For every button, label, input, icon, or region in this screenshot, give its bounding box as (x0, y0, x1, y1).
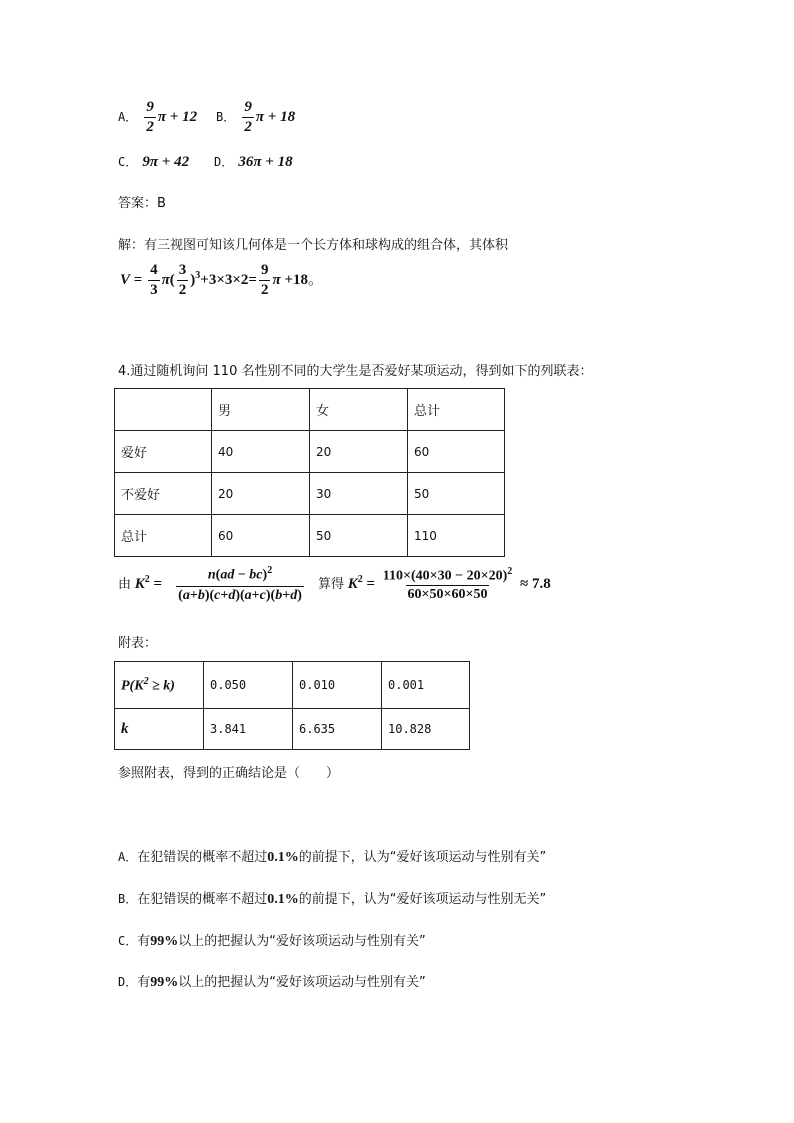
table-row (115, 473, 505, 515)
table-cell (115, 389, 212, 431)
table-row (115, 431, 505, 473)
formula-prefix: 由 (118, 576, 132, 592)
table-cell: 40 (212, 431, 310, 473)
table-header-male: 男 (212, 389, 310, 431)
option-c-expression: 9π + 42 (142, 154, 190, 170)
option-d-expression: 36π + 18 (238, 154, 293, 170)
option-text: 在犯错误的概率不超过 (137, 850, 268, 865)
option-letter: A． (118, 850, 138, 864)
option-value: 0.1% (267, 892, 299, 907)
option-a-expression: $\frac{9}{2}$ π + 12 (146, 99, 198, 135)
table-row (115, 709, 470, 750)
row-label: 爱好 (115, 431, 212, 473)
option-letter: B． (118, 892, 138, 906)
answer-option-b (118, 888, 546, 908)
table-cell: 3.841 (204, 709, 293, 750)
option-b-letter: B． (216, 109, 236, 124)
question-4-stem: 4.通过随机询问 110 名性别不同的大学生是否爱好某项运动，得到如下的列联表： (118, 364, 593, 379)
k-squared-formula: 由 $K^2$ = $\frac{n(ad - bc)^2}{(a+b)(c+d)(a+c)(b+d)}$ 算得 $K^2$ = $\frac{110\times(40\times 30 - 20\times 20)^2}{60\times 50\times 60\times 50}$ ≈ 7.8 (118, 565, 551, 603)
row-label: 总计 (115, 515, 212, 557)
attached-table-label: 附表： (118, 636, 158, 651)
option-b-expression: $\frac{9}{2}$ π + 18 (244, 99, 296, 135)
option-text: 有 (137, 934, 151, 949)
option-a-letter: A． (118, 109, 138, 124)
option-text: 以上的把握认为“爱好该项运动与性别有关” (178, 975, 426, 990)
option-text: 在犯错误的概率不超过 (137, 892, 268, 907)
formula-mid: 算得 (317, 576, 344, 592)
row-label: 不爱好 (115, 473, 212, 515)
critical-value-table (114, 661, 470, 750)
table-cell: 6.635 (293, 709, 382, 750)
table-cell: 20 (212, 473, 310, 515)
option-c-row (118, 151, 189, 171)
option-letter: C． (118, 934, 138, 948)
option-letter: D． (118, 975, 138, 989)
option-text: 有 (137, 975, 151, 990)
option-b-row (216, 100, 295, 135)
answer-line: 答案：B (118, 196, 166, 211)
table-cell: 60 (212, 515, 310, 557)
table-row (115, 662, 470, 709)
table-cell: 30 (310, 473, 408, 515)
table-header-total: 总计 (408, 389, 505, 431)
option-value: 99% (150, 934, 179, 949)
k-header: k (115, 709, 204, 750)
question-4-prompt: 参照附表，得到的正确结论是（ ） (118, 766, 340, 781)
table-cell: 110 (408, 515, 505, 557)
option-a-row (118, 100, 197, 135)
table-cell: 20 (310, 431, 408, 473)
table-cell: 10.828 (382, 709, 470, 750)
contingency-table (114, 388, 505, 557)
p-header: $P(K^2 \ge k)$ (115, 662, 204, 709)
solution-text: 解：有三视图可知该几何体是一个长方体和球构成的组合体，其体积 (118, 238, 509, 253)
table-cell: 50 (408, 473, 505, 515)
option-value: 99% (150, 975, 179, 990)
option-text: 的前提下，认为“爱好该项运动与性别无关” (298, 892, 547, 907)
table-header-female: 女 (310, 389, 408, 431)
option-text: 以上的把握认为“爱好该项运动与性别有关” (178, 934, 426, 949)
table-cell: 50 (310, 515, 408, 557)
table-cell: 0.001 (382, 662, 470, 709)
volume-formula: V = $\frac{4}{3}$ π( $\frac{3}{2}$ )$^3$+3×3×2= $\frac{9}{2}$ π +18。 (120, 262, 324, 298)
formula-result: ≈ 7.8 (520, 575, 551, 592)
option-c-letter: C． (118, 155, 138, 169)
table-cell: 0.050 (204, 662, 293, 709)
answer-option-c (118, 930, 426, 950)
answer-option-a (118, 846, 546, 866)
option-d-row (214, 151, 293, 171)
option-text: 的前提下，认为“爱好该项运动与性别有关” (298, 850, 547, 865)
table-row (115, 515, 505, 557)
table-cell: 0.010 (293, 662, 382, 709)
option-value: 0.1% (267, 850, 299, 865)
table-cell: 60 (408, 431, 505, 473)
option-d-letter: D． (214, 155, 234, 169)
answer-option-d (118, 971, 426, 991)
